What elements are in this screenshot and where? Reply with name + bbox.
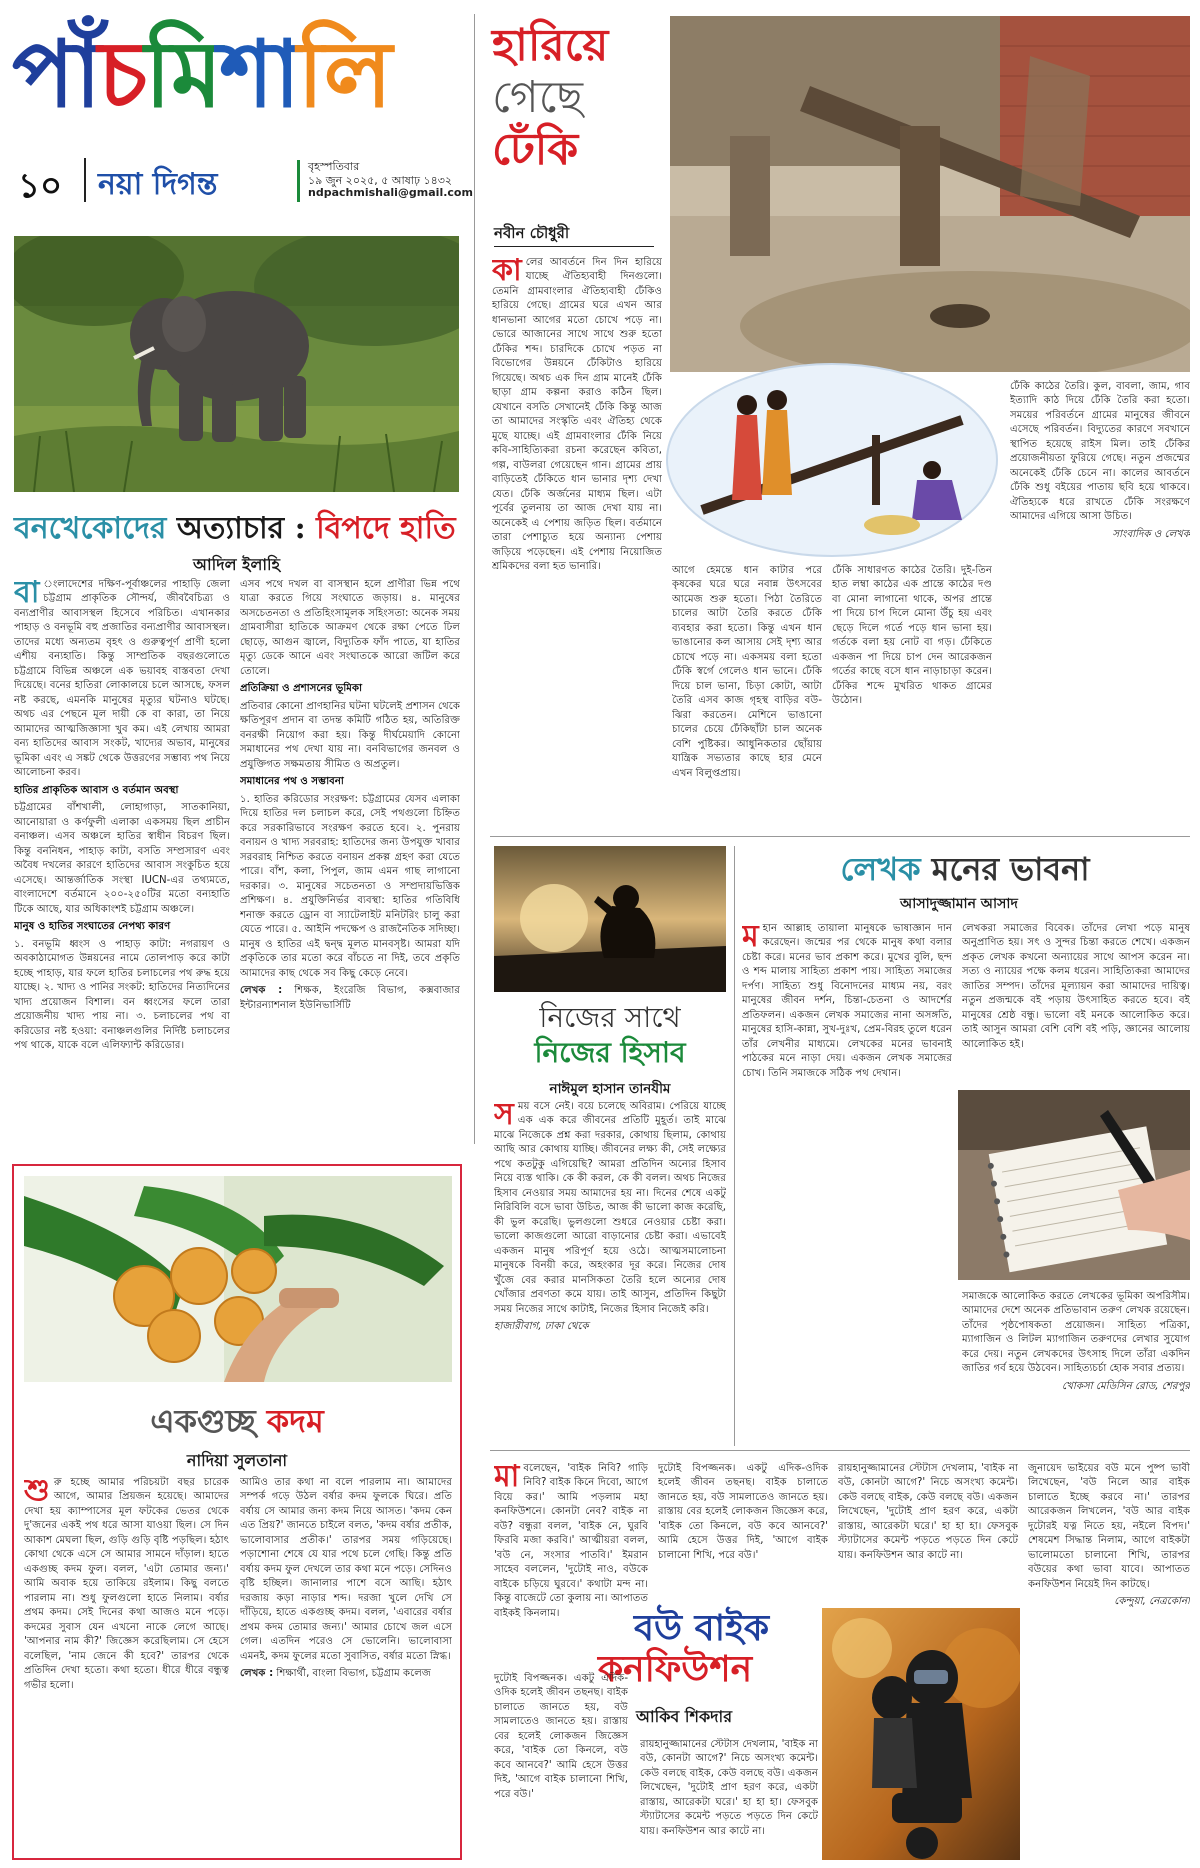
elephant-subhead-3: প্রতিক্রিয়া ও প্রশাসনের ভূমিকা bbox=[240, 683, 363, 695]
self-headline-line-2: নিজের হিসাব bbox=[534, 1036, 686, 1069]
elephant-text-5: ১. হাতির করিডোর সংরক্ষণ: চট্টগ্রামের যেসব এলাকা দিয়ে হাতির দল চলাচল করে, সেই পথগুলো চিহ্নিত করে সরকারিভাবে সংরক্ষণ করতে হবে। ২. পুনরায় বনায়ন ও খাদ্য সরবরাহ: হাতিদের জন্য উপযুক্ত খাবার সরবরাহ নিশ্চিত করতে বনায়ন প্রকল্প গ্রহণ করা যেতে পারে। বাঁশ, কলা, পিপুল, জাম এমন গাছ লাগানো দরকার। ৩. মানুষের সচেতনতা ও সম্প্রদায়ভিত্তিক প্রশিক্ষণ। ৪. প্রযুক্তিনির্ভর ব্যবস্থা: হাতির গতিবিধি শনাক্ত করতে ড্রোন বা স্যাটেলাইট মনিটরিং চালু করা যেতে পারে। ৫. আইনি পদক্ষেপ ও রাজনৈতিক সদিচ্ছা। মানুষ ও হাতির এই দ্বন্দ্ব মূলত মানবসৃষ্ট। আমরা যদি প্রকৃতিকে তার মতো করে বাঁচতে না দিই, তবে প্রকৃতি আমাদের কাছ থেকে সব কিছু কেড়ে নেবে। bbox=[240, 793, 460, 979]
writer-column-1 bbox=[742, 922, 952, 1442]
middle-column-rule bbox=[734, 846, 735, 1446]
writer-headline-part-1: লেখক bbox=[840, 850, 921, 888]
bike-text-3: রায়হানুজ্জামানের স্টেটাস দেখলাম, 'বাইক না বউ, কোনটা আগে?' নিচে অসংখ্য কমেন্ট। কেউ বলছে বাইক, কেউ বলছে বউ। একজন লিখেছেন, 'দুটোই প্রাণ হরণ করে, একটা রাস্তায়, আরেকটা ঘরে।' হা হা হা। ফেসবুক স্ট্যাটাসের কমেন্ট পড়তে পড়তে দিন কেটে যায়। কনফিউশন আর কাটে না। bbox=[838, 1463, 1018, 1561]
elephant-illustration bbox=[14, 236, 459, 492]
kadam-headline-part-1: একগুচ্ছ bbox=[150, 1402, 256, 1440]
elephant-column-1 bbox=[14, 578, 230, 1118]
self-text: ময় বসে নেই। বয়ে চলেছে অবিরাম। পেরিয়ে যাচ্ছে এক এক করে জীবনের প্রতিটি মুহূর্ত। তাই মাঝে মাঝে নিজেকে প্রশ্ন করা দরকার, কোথায় ছিলাম, কোথায় আছি আর কোথায় যাচ্ছি। জীবনের লক্ষ্য কী, সেই লক্ষ্যের পথে কতটুকু এগিয়েছি? আমরা প্রতিদিন অন্যের হিসাব নিয়ে ব্যস্ত থাকি। কে কী করল, কে কী বলল। অথচ নিজের হিসাব নেওয়ার সময় আমাদের হয় না। দিনের শেষে একটু নিরিবিলি বসে ভাবা উচিত, আজ কী ভালো কাজ করেছি, কী ভুল করেছি। ভুলগুলো শুধরে নেওয়ার চেষ্টা করা। ভালো কাজগুলো আরো বাড়ানোর চেষ্টা করা। এভাবেই একজন মানুষ পরিপূর্ণ হয়ে ওঠে। আত্মসমালোচনা মানুষকে বিনয়ী করে, অহংকার দূর করে। নিজের দোষ খুঁজে বের করার মানসিকতা তৈরি হলে অন্যের দোষ খোঁজার প্রবণতা কমে যায়। তাই আসুন, প্রতিদিন কিছুটা সময় নিজের সাথে কাটাই, নিজের হিসাব নিজেই করি। bbox=[494, 1101, 726, 1315]
bike-author-note: কেন্দুয়া, নেত্রকোনা bbox=[1114, 1596, 1190, 1608]
masthead bbox=[12, 10, 472, 206]
elephant-author-note bbox=[240, 984, 460, 1013]
dheki-byline: নবীন চৌধুরী bbox=[494, 224, 570, 242]
notebook-photo bbox=[958, 1090, 1190, 1280]
kadam-box bbox=[12, 1164, 462, 1860]
dheki-headline-line-3: ঢেঁকি bbox=[492, 123, 579, 175]
writer-text-1: হান আল্লাহ তায়ালা মানুষকে ভাষাজ্ঞান দান করেছেন। জন্মের পর থেকে মানুষ কথা বলার চেষ্টা করে। মনের ভাব প্রকাশ করে। মুখের বুলি, ছন্দ ও শব্দ মালায় সাহিত্য প্রকাশ পায়। সাহিত্য সমাজের দর্পণ। সাহিত্য শুধু বিনোদনের মাধ্যম নয়, বরং মানুষের জীবন দর্শন, চিন্তা-চেতনা ও আদর্শের প্রতিফলন। একজন লেখক সমাজের নানা অসঙ্গতি, মানুষের হাসি-কান্না, সুখ-দুঃখ, প্রেম-বিরহ তুলে ধরেন তাঁর লেখনীর মাধ্যমে। লেখকের মনের ভাবনাই পাঠকের মনে নাড়া দেয়। একজন লেখক সমাজের চোখ। তিনি সমাজকে সঠিক পথ দেখান। bbox=[742, 923, 952, 1079]
kadam-text-1: রু হচ্ছে আমার পরিচয়টা বছর চারেক আগে, আমার প্রিয়জন হয়েছে। আমাদের দেখা হয় ক্যাম্পাসের মূল ফটকের ভেতর থেকে দু'জনের একই পথ ধরে আসা যাওয়া ছিল। সে দিন আকাশ মেঘলা ছিল, গুড়ি গুড়ি বৃষ্টি পড়ছিল। হঠাৎ কোথা থেকে এসে সে আমার সামনে দাঁড়াল। হাতে একগুচ্ছ কদম ফুল। বলল, 'এটা তোমার জন্য।' আমি অবাক হয়ে তাকিয়ে রইলাম। কিছু বলতে পারলাম না। শুধু ফুলগুলো হাতে নিলাম। বর্ষার প্রথম কদম। সেই দিনের কথা আজও মনে পড়ে। কদমের সুবাস যেন এখনো নাকে লেগে আছে। 'আপনার নাম কী?' জিজ্ঞেস করেছিলাম। সে হেসে বলেছিল, 'নাম জেনে কী হবে?' তারপর থেকে প্রতিদিন দেখা হতো। কথা হতো। ধীরে ধীরে বন্ধুত্ব গভীর হলো। bbox=[24, 1477, 229, 1691]
dheki-headline bbox=[492, 20, 662, 176]
bike-column-6 bbox=[640, 1738, 818, 1860]
masthead-title-part-1: পাঁ bbox=[12, 20, 99, 128]
elephant-text-3: এসব পথে দখল বা বাসস্থান হলে প্রাণীরা ভিন্ন পথে যাত্রা করতে গিয়ে সংঘাতে জড়ায়। ৪. মানুষের অসচেতনতা ও প্রতিহিংসামূলক সহিংসতা: অনেক সময় গ্রামবাসীরা হাতিকে আক্রমণ থেকে রক্ষা পেতে ঢিল ছোড়ে, আগুন জ্বালে, বিদ্যুতিক ফাঁদ পাতে, যা হাতির মৃত্যু ডেকে আনে এবং সংঘাতকে আরো জটিল করে তোলে। bbox=[240, 579, 460, 677]
writer-text-3: সমাজকে আলোকিত করতে লেখকের ভূমিকা অপরিসীম। আমাদের দেশে অনেক প্রতিভাবান তরুণ লেখক রয়েছেন। তাঁদের পৃষ্ঠপোষকতা প্রয়োজন। সাহিত্য পত্রিকা, ম্যাগাজিন ও লিটল ম্যাগাজিন তরুণদের লেখার সুযোগ করে দেয়। নতুন লেখকদের উৎসাহ দিলে তাঁরা একদিন জাতির গর্ব হয়ে উঠবেন। সাহিত্যচর্চা হোক সবার প্রত্যয়। bbox=[962, 1291, 1190, 1375]
bike-photo bbox=[822, 1608, 1020, 1860]
kadam-author-note-text: শিক্ষার্থী, বাংলা বিভাগ, চট্টগ্রাম কলেজ bbox=[276, 1668, 431, 1680]
masthead-title-part-2: চ bbox=[98, 20, 145, 128]
bike-column-2 bbox=[658, 1462, 828, 1602]
bike-column-3 bbox=[838, 1462, 1018, 1602]
dheki-text-2: আগে হেমন্তে ধান কাটার পরে কৃষকের ঘরে ঘরে নবান্ন উৎসবের আমেজ শুরু হতো। পিঠা তৈরিতে চালের আটা তৈরি করতে ঢেঁকি ব্যবহার করা হতো। কিন্তু এখন ধান ভাঙানোর কল আসায় সেই দৃশ্য আর চোখে পড়ে না। একসময় বলা হতো ঢেঁকি স্বর্গে গেলেও ধান ভানে। ঢেঁকি দিয়ে চাল ভানা, চিড়া কোটা, আটা তৈরি এসব কাজ গৃহস্থ বাড়ির বউ-ঝিরা করতেন। মেশিনে ভাঙানো চালের চেয়ে ঢেঁকিছাঁটা চাল অনেক বেশি পুষ্টিকর। আধুনিকতার ছোঁয়ায় যান্ত্রিক সভ্যতার কাছে হার মেনে এখন বিলুপ্তপ্রায়। bbox=[672, 565, 822, 779]
masthead-title bbox=[12, 20, 390, 138]
left-column-rule bbox=[474, 14, 475, 1144]
elephant-dropcap: বা bbox=[14, 578, 40, 610]
writer-headline-part-2: মনের ভাবনা bbox=[931, 850, 1090, 888]
page-number: ১০ bbox=[18, 166, 63, 206]
elephant-headline-part-2: অত্যাচার : bbox=[176, 511, 306, 546]
self-column bbox=[494, 1100, 726, 1444]
dheki-dropcap: কা bbox=[492, 256, 522, 288]
dheki-text-3: ঢেঁকি সাধারণত কাঠের তৈরি। দুই-তিন হাত লম্বা কাঠের এক প্রান্তে কাঠের দণ্ড বা মোনা লাগানো থাকে, অপর প্রান্তে পা দিয়ে চাপ দিলে মোনা উঁচু হয় এবং ছেড়ে দিলে গর্তে পড়ে ধান ভানা হয়। গর্তকে বলা হয় নোট বা গড়। ঢেঁকিতে একজন পা দিয়ে চাপ দেন আরেকজন গর্তের কাছে বসে ধান নাড়াচাড়া করেন। ঢেঁকির শব্দে মুখরিত থাকত গ্রামের উঠোন। bbox=[832, 565, 992, 707]
dheki-byline-rule bbox=[494, 246, 654, 247]
bike-headline-line-1: বউ বাইক bbox=[634, 1607, 769, 1649]
elephant-text-2: ১. বনভূমি ধ্বংস ও পাহাড় কাটা: নগরায়ণ ও অবকাঠামোগত উন্নয়নের নামে তোলপাড় করে কাটা হচ্ছে পাহাড়, যার ফলে হাতির চলাচলের পথ রুদ্ধ হয়ে যাচ্ছে। ২. খাদ্য ও পানির সংকট: হাতিদের নিত্যদিনের খাদ্য প্রয়োজন বিশাল। বন ধ্বংসের ফলে তারা প্রয়োজনীয় খাদ্য পায় না। ৩. চলাচলের পথ বা করিডোর নষ্ট হওয়া: বনাঞ্চলগুলির নির্দিষ্ট চলাচলের পথ থাকে, যাকে বলে এলিফ্যান্ট করিডোর। bbox=[14, 938, 230, 1052]
kadam-author-note-label: লেখক : bbox=[240, 1668, 274, 1680]
kadam-photo bbox=[24, 1176, 452, 1382]
elephant-text-4: প্রতিবার কোনো প্রাণহানির ঘটনা ঘটলেই প্রশাসন থেকে ক্ষতিপূরণ প্রদান বা তদন্ত কমিটি গঠিত হয়, অতিরিক্ত বনরক্ষী নিয়োগ করা হয়। কিন্তু দীর্ঘমেয়াদি কোনো সমাধানের পথ দেখা যায় না। বনবিভাগের জনবল ও প্রযুক্তিগত সক্ষমতায় সীমিত ও অপ্রতুল। bbox=[240, 700, 460, 770]
paper-name: নয়া দিগন্ত bbox=[98, 167, 218, 202]
dheki-drawing bbox=[662, 360, 1002, 560]
dheki-column-1 bbox=[492, 256, 662, 832]
elephant-headline-part-3: বিপদে হাতি bbox=[316, 511, 456, 546]
silhouette-illustration bbox=[494, 846, 726, 992]
masthead-divider bbox=[84, 158, 86, 202]
self-headline-line-1: নিজের সাথে bbox=[539, 1001, 681, 1034]
elephant-column-2 bbox=[240, 578, 460, 1118]
bike-text-1: বলেছেন, 'বাইক নিবি? গাড়ি নিবি? বাইক কিনে দিবো, আগে বিয়ে কর।' আমি পড়লাম মহা কনফিউশনে। কোনটা নেব? বাইক না বউ? বন্ধুরা বলল, 'বাইক নে, ঘুরবি ফিরবি মজা করবি।' আত্মীয়রা বলল, 'বউ নে, সংসার পাতবি।' ইমরান সাহেব বললেন, 'দুটোই নাও, বউকে বাইকে চড়িয়ে ঘুরবে।' কথাটা মন্দ না। কিন্তু বাজেটে তো কুলায় না। আপাতত বাইকই কিনলাম। bbox=[494, 1463, 648, 1619]
dheki-author-note: সাংবাদিক ও লেখক bbox=[1112, 528, 1190, 540]
kadam-illustration bbox=[24, 1176, 452, 1382]
kadam-dropcap: শু bbox=[24, 1476, 50, 1508]
bike-headline bbox=[598, 1608, 820, 1691]
dheki-illustration bbox=[670, 16, 1190, 372]
elephant-intro: ংলাদেশের দক্ষিণ-পূর্বাঞ্চলের পাহাড়ি জেলা চট্টগ্রাম প্রাকৃতিক সৌন্দর্য, জীববৈচিত্র্য ও বন্যপ্রাণীর আবাসস্থল হিসেবে পরিচিত। এখানকার পাহাড় ও বনভূমি বহু প্রজাতির বন্যপ্রাণীর আবাসস্থল। তাদের মধ্যে অন্যতম বৃহৎ ও গুরুত্বপূর্ণ প্রাণী হলো এশীয় বন্যহাতি। কিন্তু সাম্প্রতিক বছরগুলোতে চট্টগ্রামে বিভিন্ন অঞ্চলে এক ভয়াবহ বাস্তবতা দেখা দিয়েছে। বনের হাতিরা লোকালয়ে চলে আসছে, ফসল নষ্ট করছে, এমনকি মানুষের মৃত্যুর ঘটনাও ঘটছে। অথচ এর পেছনে মূল দায়ী কে বা কারা, তা নিয়ে আমাদের আত্মজিজ্ঞাসা খুব কম। এই লেখায় আমরা বন্য হাতিদের আবাস সংকট, খাদ্যের অভাব, মানুষের ভূমিকা এবং এ সঙ্কট থেকে উত্তরণের সম্ভাব্য পথ নিয়ে আলোচনা করব। bbox=[14, 579, 230, 779]
kadam-column-2 bbox=[240, 1476, 452, 1852]
elephant-photo bbox=[14, 236, 459, 492]
writer-headline bbox=[740, 844, 1190, 888]
kadam-headline bbox=[14, 1396, 460, 1450]
bike-headline-line-2: কনফিউশন bbox=[598, 1648, 753, 1691]
elephant-subhead-1: হাতির প্রাকৃতিক আবাস ও বর্তমান অবস্থা bbox=[14, 784, 179, 796]
self-byline: নাঈমুল হাসান তানযীম bbox=[549, 1081, 671, 1097]
self-headline bbox=[490, 1000, 730, 1070]
women-pounding-rice-illustration bbox=[662, 360, 1002, 560]
bike-text-2: দুটোই বিপজ্জনক। একটু এদিক-ওদিক হলেই জীবন তছনছ। বাইক চালাতে জানতে হয়, বউ সামলাতেও জানতে হয়। রাস্তায় বের হলেই লোকজন জিজ্ঞেস করে, 'বাইক তো কিনলে, বউ কবে আনবে?' আমি হেসে উত্তর দিই, 'আগে বাইক চালানো শিখি, পরে বউ।' bbox=[658, 1463, 828, 1561]
elephant-subhead-2: মানুষ ও হাতির সংঘাতের নেপথ্য কারণ bbox=[14, 921, 171, 933]
bike-dropcap: মা bbox=[494, 1462, 520, 1494]
dheki-text-4: ঢেঁকি কাঠের তৈরি। কুল, বাবলা, জাম, গাব ইত্যাদি কাঠ দিয়ে ঢেঁকি তৈরি করা হতো। সময়ের পরিবর্তনে গ্রামের মানুষের জীবনে এসেছে পরিবর্তন। বিদ্যুতের কারণে সবখানে স্থাপিত হয়েছে রাইস মিল। তাই ঢেঁকির প্রয়োজনীয়তা ফুরিয়ে গেছে। নতুন প্রজন্মের অনেকেই ঢেঁকি চেনে না। কালের আবর্তনে ঢেঁকি শুধু বইয়ের পাতায় ছবি হয়ে থাকবে। ঐতিহ্যকে ধরে রাখতে ঢেঁকি সংরক্ষণে আমাদের এগিয়ে আসা উচিত। bbox=[1010, 381, 1190, 523]
writer-bottom-rule bbox=[490, 1450, 1190, 1451]
kadam-column-1 bbox=[24, 1476, 229, 1852]
bike-column-4 bbox=[1028, 1462, 1190, 1862]
elephant-headline-part-1: বনখেকোদের bbox=[14, 511, 167, 546]
couple-on-motorbike-illustration bbox=[822, 1608, 1020, 1860]
dheki-column-3 bbox=[832, 564, 992, 832]
notebook-illustration bbox=[958, 1090, 1190, 1280]
masthead-title-part-4: শা bbox=[219, 20, 298, 128]
issue-day: বৃহস্পতিবার bbox=[308, 160, 360, 173]
bike-text-4: জুনায়েদ ভাইয়ের বউ মনে পুষ্প ভাবী লিখেছেন, 'বউ নিলে আর বাইক চালাতে ইচ্ছে করবে না।' তারপর আরেকজন লিখলেন, 'বউ আর বাইক দুটোরই যত্ন নিতে হয়, নইলে বিপদ।' শেষমেশ সিদ্ধান্ত নিলাম, আগে বাইকটা ভালোমতো চালানো শিখি, তারপর বউয়ের কথা ভাবা যাবে। আপাতত কনফিউশন নিয়েই দিন কাটছে। bbox=[1028, 1463, 1190, 1590]
masthead-title-part-3: মি bbox=[144, 20, 220, 128]
elephant-text-1: চট্টগ্রামের বাঁশখালী, লোহাগাড়া, সাতকানিয়া, আনোয়ারা ও কর্ণফুলী এলাকা একসময় ছিল প্রাচীন বনাঞ্চল। এসব অঞ্চলে হাতির স্বাধীন বিচরণ ছিল। কিন্তু বননিধন, পাহাড় কাটা, বসতি সম্প্রসারণ এবং অবৈধ দখলের কারণে হাতিদের আবাস সংকুচিত হয়ে এসেছে। আন্তর্জাতিক সংস্থা IUCN-এর তথ্যমতে, বাংলাদেশে বর্তমানে ২০০-২৫০টির মতো বন্যহাতি টিকে আছে, যার অধিকাংশই চট্টগ্রাম অঞ্চলে। bbox=[14, 802, 230, 915]
dheki-column-2 bbox=[672, 564, 822, 832]
masthead-email: ndpachmishali@gmail.com bbox=[308, 186, 473, 199]
elephant-subhead-4: সমাধানের পথ ও সম্ভাবনা bbox=[240, 776, 344, 788]
elephant-byline: আদিল ইলাহি bbox=[192, 555, 280, 574]
issue-date: ১৯ জুন ২০২৫, ৫ আষাঢ় ১৪৩২ bbox=[308, 174, 453, 187]
self-author-note: হাজারীবাগ, ঢাকা থেকে bbox=[494, 1321, 589, 1333]
writer-byline: আসাদুজ্জামান আসাদ bbox=[900, 896, 1018, 912]
elephant-author-note-label: লেখক : bbox=[240, 985, 283, 997]
dheki-headline-line-1: হারিয়ে bbox=[492, 20, 609, 71]
bike-text-6: রায়হানুজ্জামানের স্টেটাস দেখলাম, 'বাইক না বউ, কোনটা আগে?' নিচে অসংখ্য কমেন্ট। কেউ বলছে বাইক, কেউ বলছে বউ। একজন লিখেছেন, 'দুটোই প্রাণ হরণ করে, একটা রাস্তায়, আরেকটা ঘরে।' হা হা হা। ফেসবুক স্ট্যাটাসের কমেন্ট পড়তে পড়তে দিন কেটে যায়। কনফিউশন আর কাটে না। bbox=[640, 1739, 818, 1837]
masthead-green-divider bbox=[297, 160, 300, 202]
self-dropcap: স bbox=[494, 1100, 514, 1132]
dheki-text-1: লের আবর্তনে দিন দিন হারিয়ে যাচ্ছে ঐতিহ্যবাহী দিনগুলো। তেমনি গ্রামবাংলার ঐতিহ্যবাহী ঢেঁকিও হারিয়ে গেছে। গ্রামের ঘরে এখন আর ধানভানা আগের মতো চোখে পড়ে না। ভোরে আজানের সাথে সাথে শুরু হতো ঢেঁকির শব্দ। চারদিকে চোখে পড়ত না বিভোগের উন্নয়নে ঢেঁকিটাও হারিয়ে গিয়েছে। অথচ এক দিন গ্রাম মানেই ঢেঁকি ছাড়া গ্রাম কল্পনা করাও কঠিন ছিল। যেখানে বসতি সেখানেই ঢেঁকি কিন্তু আজ তা আমাদের সংস্কৃতি এবং ঐতিহ্য থেকে মুছে যাচ্ছে। এই গ্রামবাংলার ঢেঁকি নিয়ে কবি-সাহিত্যিকরা রচনা করেছেন কবিতা, গল্প, বাউলরা গেয়েছেন গান। গ্রামের প্রায় বাড়িতেই ঢেঁকিতে ধান ভানার দৃশ্য দেখা যেত। ঢেঁকি অর্জনের মাধ্যম ছিল। এটা পূর্বের তুলনায় তা আজ দেখা যায় না। অনেকেই এ পেশায় জড়িত ছিল। বর্তমানে তারা পেশাচ্যুত হয়ে অন্যান্য পেশায় জড়িয়ে পড়েছেন। এই পেশায় নিয়োজিত শ্রমিকদের বলা হত ভানারি। bbox=[492, 257, 662, 573]
writer-dropcap: ম bbox=[742, 922, 759, 954]
kadam-byline: নাদিয়া সুলতানা bbox=[186, 1451, 288, 1470]
bike-text-5: দুটোই বিপজ্জনক। একটু এদিক-ওদিক হলেই জীবন তছনছ। বাইক চালাতে জানতে হয়, বউ সামলাতেও জানতে হয়। রাস্তায় বের হলেই লোকজন জিজ্ঞেস করে, 'বাইক তো কিনলে, বউ কবে আনবে?' আমি হেসে উত্তর দিই, 'আগে বাইক চালানো শিখি, পরে বউ।' bbox=[494, 1673, 628, 1800]
dheki-photo bbox=[670, 16, 1190, 372]
kadam-author-note bbox=[240, 1667, 452, 1681]
writer-author-note: খোকসা মেডিসিন রোড, শেরপুর bbox=[1062, 1380, 1190, 1392]
writer-column-3 bbox=[962, 1290, 1190, 1442]
bike-byline: আকিব শিকদার bbox=[636, 1707, 732, 1726]
bike-column-5 bbox=[494, 1672, 628, 1860]
dheki-bottom-rule bbox=[490, 836, 1190, 837]
silhouette-photo bbox=[494, 846, 726, 992]
dheki-headline-line-2: গেছে bbox=[492, 71, 584, 123]
masthead-title-part-5: লি bbox=[297, 20, 390, 128]
kadam-text-2: আমিও তার কথা না বলে পারলাম না। আমাদের সম্পর্ক গড়ে উঠল বর্ষার কদম ফুলকে ঘিরে। প্রতি বর্ষায় সে আমার জন্য কদম নিয়ে আসত। 'কদম কেন এত প্রিয়?' জানতে চাইলে বলত, 'কদম বর্ষার প্রতীক, ভালোবাসার প্রতীক।' তারপর সময় গড়িয়েছে। পড়াশোনা শেষে যে যার পথে চলে গেছি। কিন্তু প্রতি বর্ষায় কদম ফুল দেখলে তার কথা মনে পড়ে। সেদিনও বৃষ্টি হচ্ছিল। জানালার পাশে বসে আছি। হঠাৎ দরজায় কড়া নাড়ার শব্দ। দরজা খুলে দেখি সে দাঁড়িয়ে, হাতে একগুচ্ছ কদম। বলল, 'এবারের বর্ষার প্রথম কদম তোমার জন্য।' আমার চোখে জল এসে গেল। এতদিন পরেও সে ভোলেনি। ভালোবাসা এমনই, কদম ফুলের মতো সুবাসিত, বর্ষার মতো স্নিগ্ধ। bbox=[240, 1477, 452, 1662]
elephant-headline bbox=[14, 504, 459, 544]
kadam-headline-part-2: কদম bbox=[266, 1402, 324, 1440]
dheki-column-4 bbox=[1010, 380, 1190, 832]
elephant-author-note-text: শিক্ষক, ইংরেজি বিভাগ, কক্সবাজার ইন্টারন্যাশনাল ইউনিভার্সিটি bbox=[240, 985, 460, 1011]
writer-text-2: লেখকরা সমাজের বিবেক। তাঁদের লেখা পড়ে মানুষ অনুপ্রাণিত হয়। সৎ ও সুন্দর চিন্তা করতে শেখে। একজন প্রকৃত লেখক কখনো অন্যায়ের সাথে আপস করেন না। সত্য ও ন্যায়ের পক্ষে কলম ধরেন। সাহিত্যিকরা আমাদের জাতির সম্পদ। তাঁদের মূল্যায়ন করা আমাদের দায়িত্ব। নতুন প্রজন্মকে বই পড়ায় উৎসাহিত করতে হবে। বই মানুষের শ্রেষ্ঠ বন্ধু। ভালো বই মনকে আলোকিত করে। তাই আসুন আমরা বেশি বেশি বই পড়ি, জ্ঞানের আলোয় আলোকিত হই। bbox=[962, 923, 1190, 1050]
writer-column-2 bbox=[962, 922, 1190, 1082]
